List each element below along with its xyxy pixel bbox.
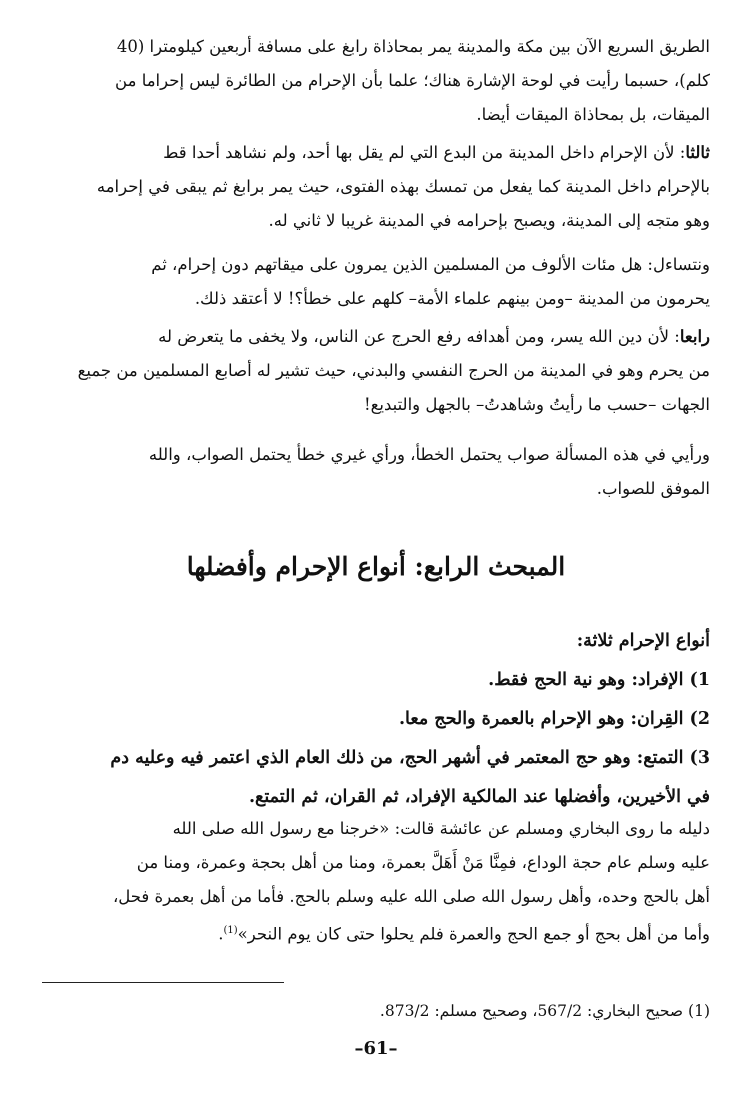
footnote: (1) صحيح البخاري: 567/2، وصحيح مسلم: 873/2. [379, 1002, 710, 1020]
text-line: أهل بالحج وحده، وأهل رسول الله صلى الله عليه وسلم بالحج. فأما من أهل بعمرة فحل، [112, 887, 710, 906]
paragraph-third-reason [44, 136, 710, 238]
text-line: الميقات، بل بمحاذاة الميقات أيضا. [476, 105, 710, 124]
text-run: : لأن دين الله يسر، ومن أهدافه رفع الحرج عن الناس، ولا يخفى ما يتعرض له [158, 327, 680, 346]
ihram-types-list [44, 622, 710, 817]
text-run: : لأن الإحرام داخل المدينة من البدع التي لم يقل بها أحد، ولم نشاهد أحدا قط [163, 143, 686, 162]
text-line [44, 914, 710, 948]
text-line [44, 136, 710, 170]
text-line: من يحرم وهو في المدينة من الحرج النفسي والبدني، حيث تشير له أصابع المسلمين من جميع [77, 361, 710, 380]
paragraph-evidence [44, 812, 710, 948]
text-line [44, 320, 710, 354]
list-item: 2) القِران: وهو الإحرام بالعمرة والحج معا. [398, 709, 710, 729]
text-line: الجهات –حسب ما رأيتُ وشاهدتُ– بالجهل والتبديع! [363, 395, 710, 414]
list-item: 1) الإفراد: وهو نية الحج فقط. [488, 670, 710, 690]
section-heading: المبحث الرابع: أنواع الإحرام وأفضلها [186, 552, 566, 581]
text-line: بالإحرام داخل المدينة كما يفعل من تمسك بهذه الفتوى، حيث يمر برابغ ثم يبقى في إحرامه [96, 177, 710, 196]
point-label: رابعا [679, 327, 710, 346]
text-line: كلم)، حسبما رأيت في لوحة الإشارة هناك؛ علما بأن الإحرام من الطائرة ليس إحراما من [115, 71, 710, 90]
paragraph-opinion [44, 438, 710, 506]
footnote-ref: (1) [223, 925, 238, 936]
period: . [218, 924, 224, 944]
paragraph-fourth-reason [44, 320, 710, 422]
text-line: وهو متجه إلى المدينة، ويصبح بإحرامه في المدينة غريبا لا ثاني له. [268, 211, 710, 230]
text-run: وأما من أهل بحج أو جمع الحج والعمرة فلم يحلوا حتى كان يوم النحر» [237, 924, 710, 944]
footnote-divider [42, 982, 284, 983]
text-line: ونتساءل: هل مئات الألوف من المسلمين الذين يمرون على ميقاتهم دون إحرام، ثم [151, 255, 710, 274]
list-item: 3) التمتع: وهو حج المعتمر في أشهر الحج، من ذلك العام الذي اعتمر فيه وعليه دم [110, 748, 710, 768]
point-label: ثالثا [685, 143, 710, 162]
paragraph-highway-note [44, 30, 710, 132]
text-line: ورأيي في هذه المسألة صواب يحتمل الخطأ، ورأي غيري خطأ يحتمل الصواب، والله [148, 445, 710, 464]
list-item: في الأخيرين، وأفضلها عند المالكية الإفراد، ثم القران، ثم التمتع. [248, 787, 710, 807]
text-line: يحرمون من المدينة –ومن بينهم علماء الأمة– كلهم على خطأ؟! لا أعتقد ذلك. [194, 289, 710, 308]
text-line: دليله ما روى البخاري ومسلم عن عائشة قالت: «خرجنا مع رسول الله صلى الله [172, 819, 710, 838]
text-line: الطريق السريع الآن بين مكة والمدينة يمر بمحاذاة رابغ على مسافة أربعين كيلومترا (40 [116, 37, 710, 56]
page-number: –61– [354, 1038, 398, 1059]
text-line: الموفق للصواب. [596, 479, 710, 498]
paragraph-question [44, 248, 710, 316]
list-heading: أنواع الإحرام ثلاثة: [576, 631, 710, 651]
text-line: عليه وسلم عام حجة الوداع، فمِنَّا مَنْ أَهَلَّ بعمرة، ومنا من أهل بحجة وعمرة، ومنا من [136, 853, 710, 872]
